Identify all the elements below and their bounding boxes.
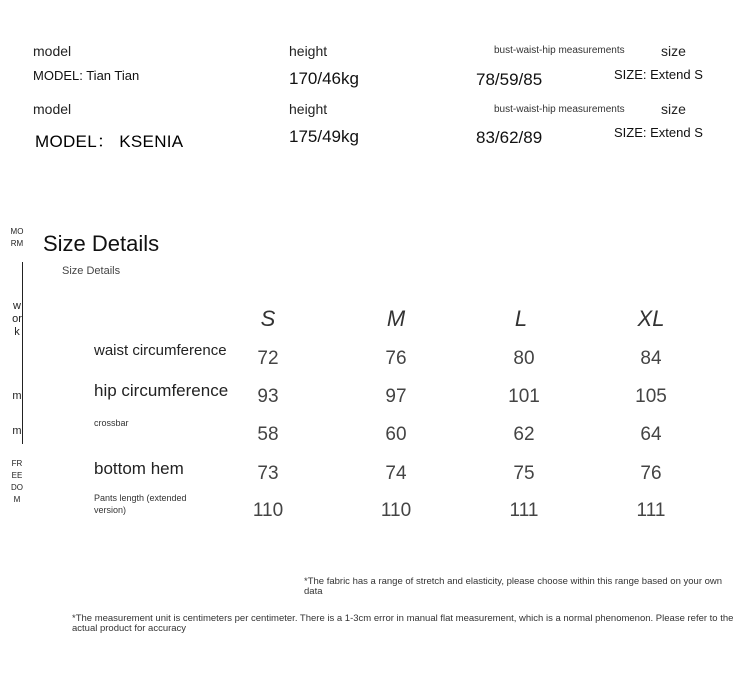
- size-header-m: M: [386, 306, 406, 331]
- row-label-pants-length: Pants length (extended version): [94, 493, 187, 515]
- side-text-m1: m: [12, 390, 22, 402]
- table-cell: 75: [513, 463, 535, 484]
- size-header-xl: XL: [637, 306, 665, 331]
- table-cell: 64: [640, 424, 662, 445]
- size-label: size: [661, 43, 686, 59]
- measurement-note: *The measurement unit is centimeters per centimeter. There is a 1-3cm error in manual flat measurement, which is a normal phenomenon. Please refer to the actual product for accuracy: [72, 613, 734, 634]
- table-cell: 105: [635, 386, 667, 407]
- model-measurements: 78/59/85: [476, 70, 543, 89]
- model-size: SIZE: Extend S: [614, 125, 703, 140]
- table-cell: 74: [385, 463, 407, 484]
- model-label: model: [33, 101, 72, 117]
- size-details-subtitle: Size Details: [62, 265, 121, 277]
- model-size: SIZE: Extend S: [614, 67, 703, 82]
- size-label: size: [661, 101, 686, 117]
- table-cell: 62: [513, 424, 535, 445]
- table-cell: 76: [385, 348, 407, 369]
- table-cell: 58: [257, 424, 279, 445]
- side-text-bottom: FREEDOM: [11, 459, 23, 504]
- table-cell: 93: [257, 386, 279, 407]
- row-label-waist: waist circumference: [94, 342, 227, 359]
- side-text-m2: m: [12, 425, 22, 437]
- model-label: model: [33, 43, 72, 59]
- table-cell: 111: [509, 500, 539, 521]
- model-measurements: 83/62/89: [476, 128, 543, 147]
- side-text-top: MORM: [10, 227, 24, 248]
- row-label-bottom-hem: bottom hem: [94, 459, 184, 478]
- table-cell: 97: [385, 386, 407, 407]
- model-name: MODEL： KSENIA: [35, 132, 184, 151]
- table-cell: 76: [640, 463, 662, 484]
- stretch-note: *The fabric has a range of stretch and elasticity, please choose within this range based on your own data: [304, 576, 723, 597]
- table-cell: 110: [380, 500, 412, 521]
- height-label: height: [289, 43, 328, 59]
- model-height-weight: 170/46kg: [289, 69, 359, 88]
- table-cell: 101: [508, 386, 540, 407]
- table-cell: 73: [257, 463, 279, 484]
- height-label: height: [289, 101, 328, 117]
- model-name: MODEL: Tian Tian: [33, 68, 140, 83]
- model-height-weight: 175/49kg: [289, 127, 359, 146]
- table-cell: 110: [252, 500, 284, 521]
- table-cell: 111: [636, 500, 666, 521]
- measurements-label: bust-waist-hip measurements: [494, 104, 625, 115]
- size-details-title: Size Details: [43, 231, 160, 256]
- side-divider: [22, 262, 23, 444]
- row-label-crossbar: crossbar: [94, 418, 129, 428]
- table-cell: 80: [513, 348, 535, 369]
- table-cell: 72: [257, 348, 279, 369]
- measurements-label: bust-waist-hip measurements: [494, 45, 625, 56]
- size-header-s: S: [260, 306, 276, 331]
- size-header-l: L: [514, 306, 528, 331]
- table-cell: 60: [385, 424, 407, 445]
- table-cell: 84: [640, 348, 662, 369]
- row-label-hip: hip circumference: [94, 381, 229, 400]
- side-text-middle: work: [12, 300, 22, 338]
